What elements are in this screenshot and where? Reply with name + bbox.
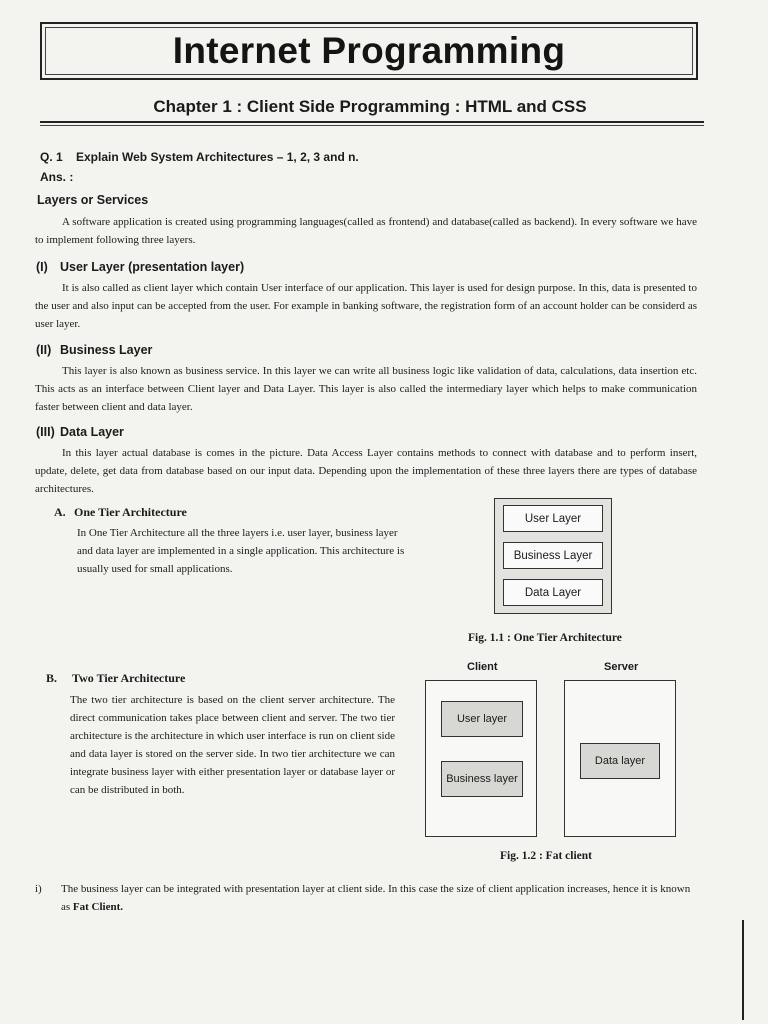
question-line (40, 150, 359, 164)
one-tier-title: One Tier Architecture (74, 505, 187, 519)
client-box (425, 680, 537, 837)
point-emphasis: Fat Client. (72, 901, 124, 913)
client-label: Client (467, 661, 498, 673)
intro-paragraph: A software application is created using programming languages(called as frontend) and database(called as backend). In every software we have to implement following three layers. (35, 216, 697, 246)
section-heading-data-layer (36, 425, 124, 439)
title-box (40, 22, 698, 80)
answer-label: Ans. : (40, 170, 74, 184)
layers-heading: Layers or Services (37, 193, 149, 207)
two-tier-heading (46, 671, 185, 686)
point-text-wrap (61, 880, 701, 916)
two-tier-paragraph: The two tier architecture is based on the client server architecture. The direct communication takes place between client and server. The two tier architecture is the architecture in which user interface is run on client side and data layer is stored on the server side. In two tier architecture we can integrate business layer with either presentation layer or database layer or can be distributed in both. (70, 694, 395, 796)
question-number: Q. 1 (40, 150, 63, 164)
figure-caption-2: Fig. 1.2 : Fat client (500, 850, 592, 862)
client-user-layer-box: User layer (441, 701, 523, 737)
question-text: Explain Web System Architectures – 1, 2, 3 and n. (76, 150, 359, 164)
section-paragraph-user-layer: It is also called as client layer which contain User interface of our application. This layer is used for design purpose. In this, data is presented to the user and also input can be accepted from the user. For example in banking software, the registration form of an account holder can be considerd as user layer. (35, 282, 697, 330)
section-paragraph-data-layer: In this layer actual database is comes in the picture. Data Access Layer contains methods to connect with database and to perform insert, update, delete, get data from database based on our input data. Depending upon the implementation of these three layers there are types of database architectures. (35, 447, 697, 495)
diagram-box-data-layer: Data Layer (503, 579, 603, 606)
section-number: (II) (36, 343, 52, 357)
chapter-divider (40, 121, 704, 123)
section-title: User Layer (presentation layer) (60, 260, 245, 274)
figure-caption-1: Fig. 1.1 : One Tier Architecture (468, 632, 622, 644)
chapter-heading: Chapter 1 : Client Side Programming : HTML and CSS (153, 97, 587, 116)
section-number: (III) (36, 425, 55, 439)
diagram-box-business-layer: Business Layer (503, 542, 603, 569)
one-tier-diagram (494, 498, 612, 614)
server-label: Server (604, 661, 639, 673)
section-title: Business Layer (60, 343, 153, 357)
section-paragraph-business-layer: This layer is also known as business service. In this layer we can write all business logic like validation of data, calculations, data insertion etc. This acts as an interface between Client layer and Data Layer. This layer is also called the intermediary layer which helps to make communication faster between client and data layer. (35, 365, 697, 413)
document-title: Internet Programming (172, 30, 566, 71)
point-number: i) (35, 883, 42, 895)
one-tier-paragraph: In One Tier Architecture all the three layers i.e. user layer, business layer and data layer are implemented in a single application. This architecture is usually used for small applications. (77, 527, 405, 575)
server-data-layer-box: Data layer (580, 743, 660, 779)
two-tier-title: Two Tier Architecture (72, 671, 186, 685)
one-tier-letter: A. (54, 505, 66, 519)
client-business-layer-box: Business layer (441, 761, 523, 797)
point-text: The business layer can be integrated with presentation layer at client side. In this case the size of client application increases, hence it is known as (61, 883, 691, 913)
chapter-divider-thin (40, 125, 704, 126)
section-heading-user-layer (36, 260, 244, 274)
section-title: Data Layer (60, 425, 124, 439)
one-tier-heading (54, 505, 187, 520)
section-heading-business-layer (36, 343, 152, 357)
section-number: (I) (36, 260, 48, 274)
page-edge-line (742, 920, 744, 1020)
point-i (33, 880, 701, 916)
diagram-box-user-layer: User Layer (503, 505, 603, 532)
server-box (564, 680, 676, 837)
two-tier-letter: B. (46, 671, 58, 685)
